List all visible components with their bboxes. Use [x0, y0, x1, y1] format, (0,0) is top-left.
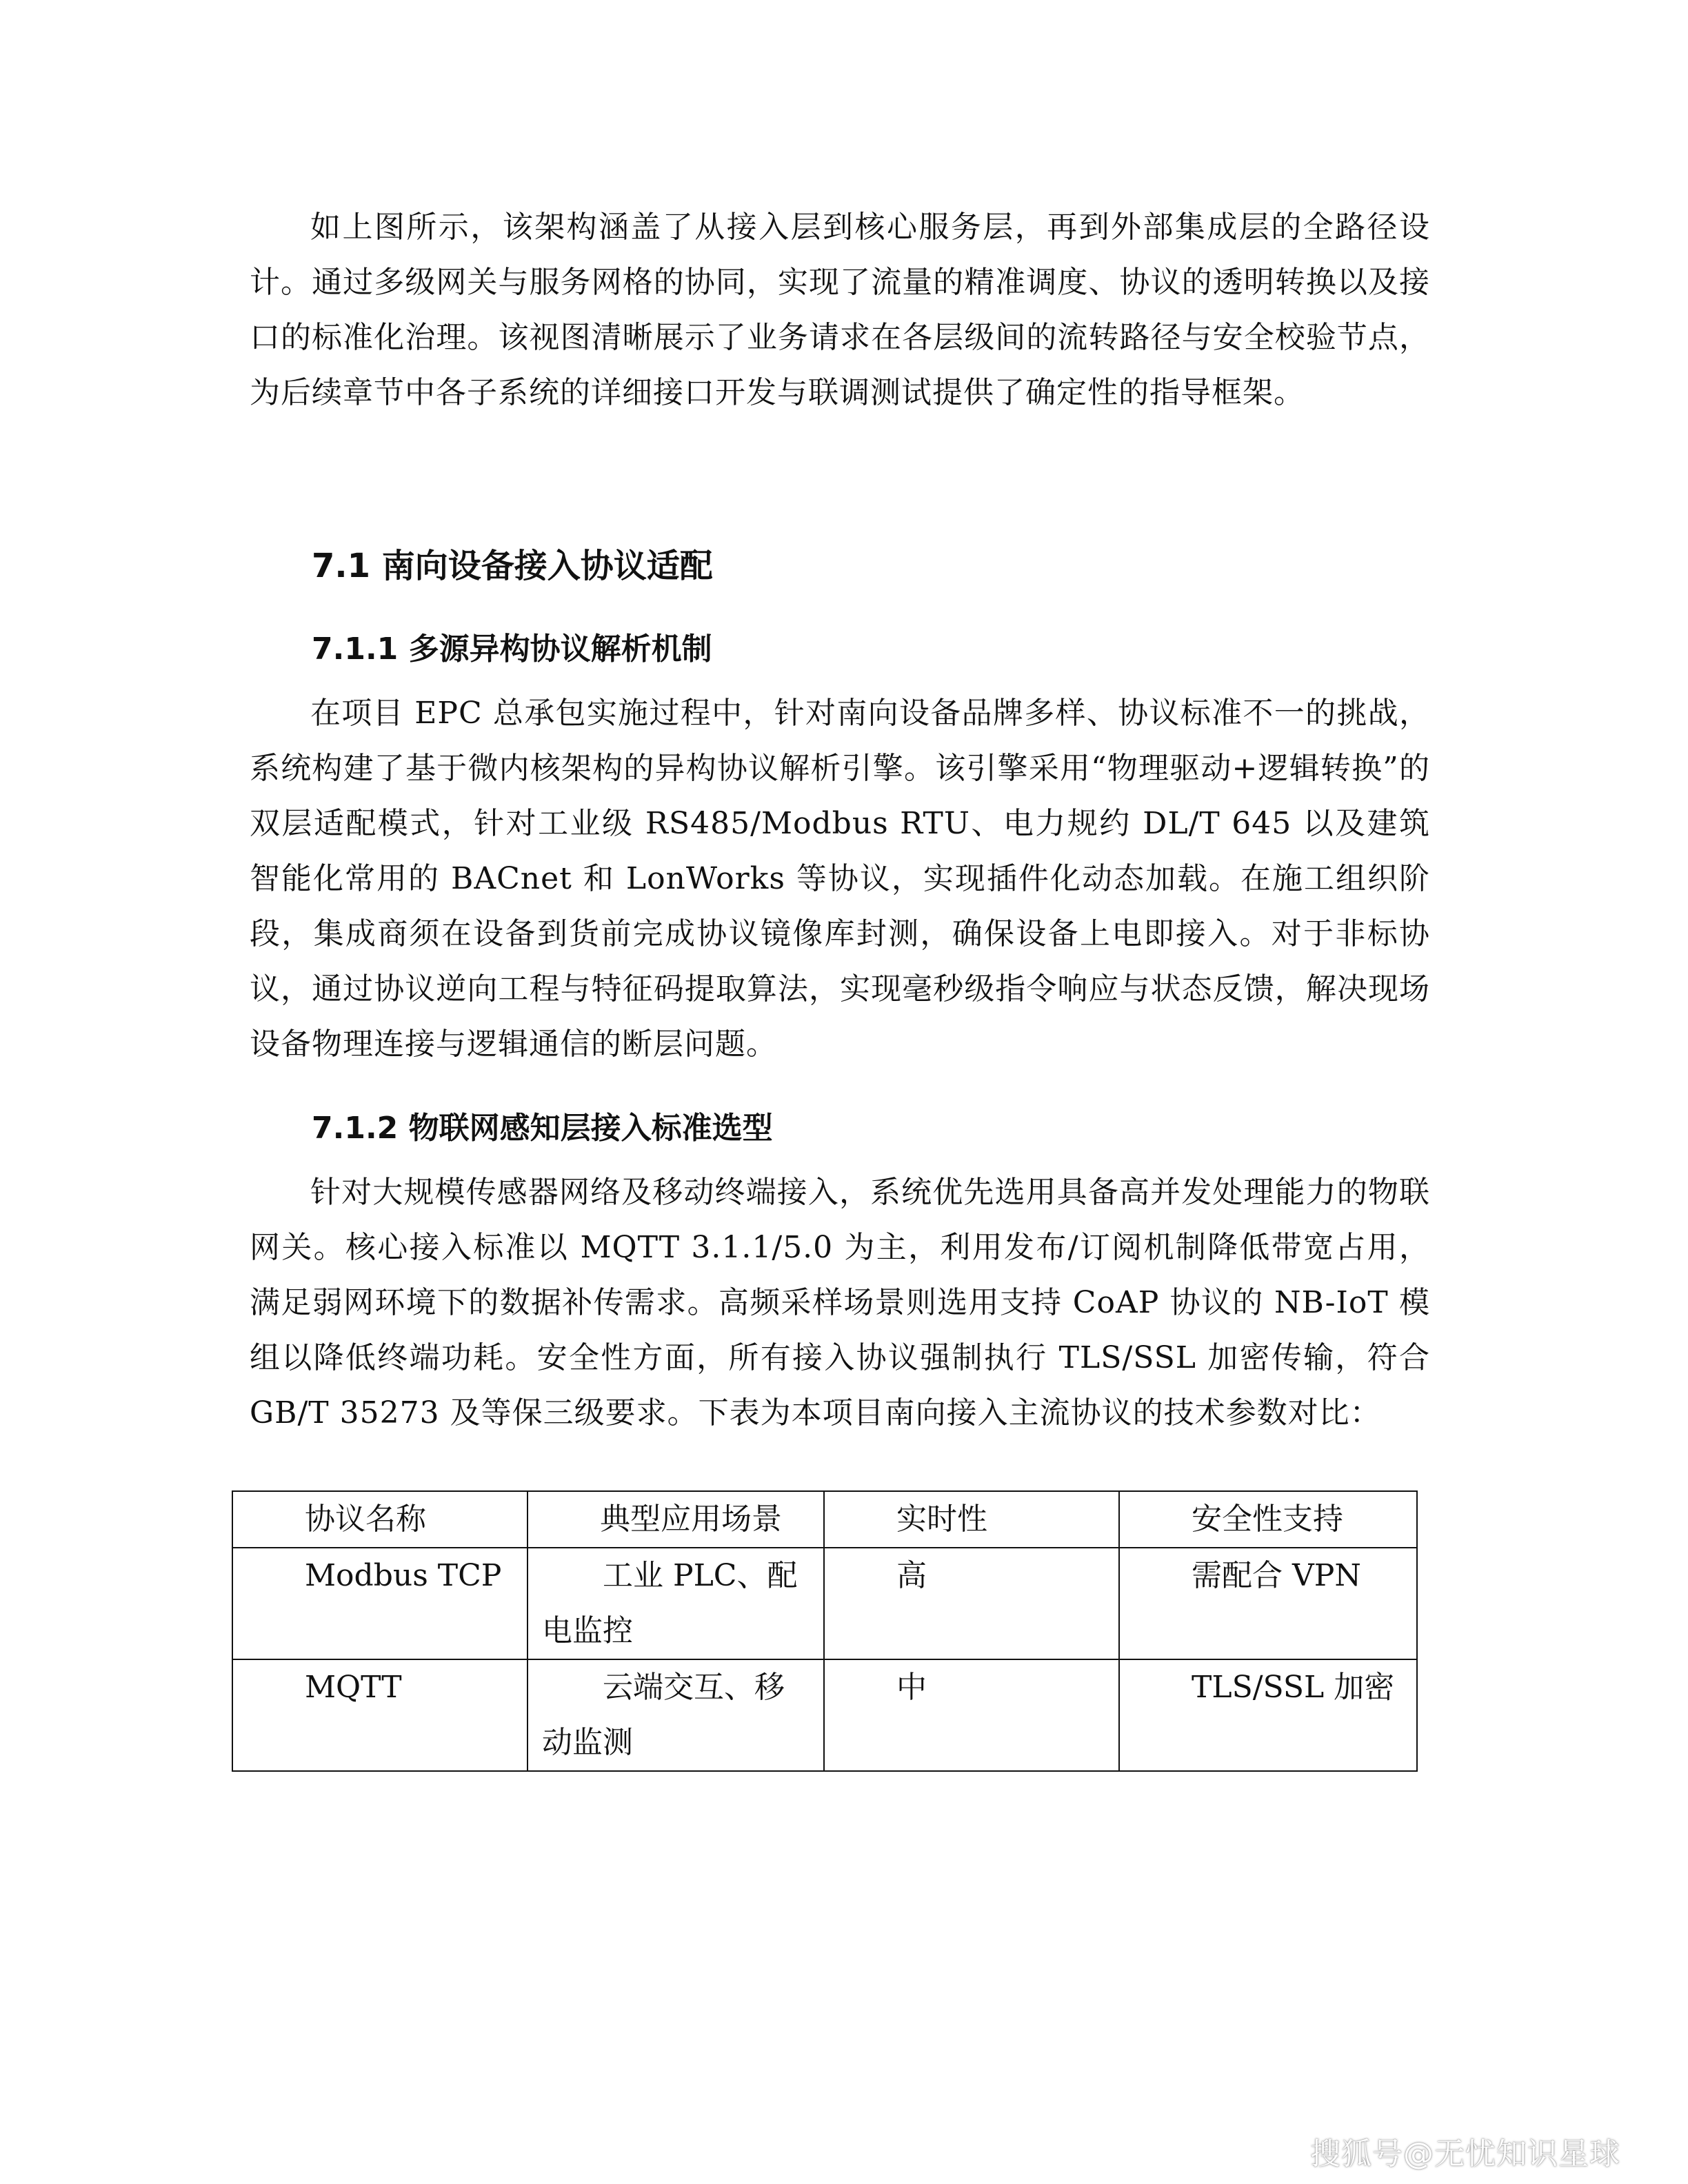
- header-protocol-name: 协议名称: [232, 1491, 528, 1548]
- table-cell: TLS/SSL 加密: [1119, 1659, 1417, 1771]
- section-7-1-1-paragraph: 在项目 EPC 总承包实施过程中，针对南向设备品牌多样、协议标准不一的挑战，系统构建了基于微内核架构的异构协议解析引擎。该引擎采用“物理驱动+逻辑转换”的双层适配模式，针对工业级 RS485/Modbus RTU、电力规约 DL/T 645 以及建筑智能化常用的 BACnet 和 LonWorks 等协议，实现插件化动态加载。在施工组织阶段，集成商须在设备到货前完成协议镜像库封测，确保设备上电即接入。对于非标协议，通过协议逆向工程与特征码提取算法，实现毫秒级指令响应与状态反馈，解决现场设备物理连接与逻辑通信的断层问题。: [250, 696, 1430, 1062]
- section-7-1-2-heading: 7.1.2 物联网感知层接入标准选型: [312, 1111, 773, 1146]
- table-cell: Modbus TCP: [232, 1548, 528, 1659]
- table-cell: 中: [824, 1659, 1119, 1771]
- table-row: [232, 1659, 1417, 1771]
- table-cell: 高: [824, 1548, 1119, 1659]
- section-7-1-2-paragraph: 针对大规模传感器网络及移动终端接入，系统优先选用具备高并发处理能力的物联网关。核心接入标准以 MQTT 3.1.1/5.0 为主，利用发布/订阅机制降低带宽占用，满足弱网环境下的数据补传需求。高频采样场景则选用支持 CoAP 协议的 NB-IoT 模组以降低终端功耗。安全性方面，所有接入协议强制执行 TLS/SSL 加密传输，符合 GB/T 35273 及等保三级要求。下表为本项目南向接入主流协议的技术参数对比：: [250, 1175, 1430, 1430]
- watermark: 搜狐号@无忧知识星球: [1310, 2136, 1620, 2172]
- header-typical-scenario: 典型应用场景: [528, 1491, 824, 1548]
- header-realtime: 实时性: [824, 1491, 1119, 1548]
- table-row: [232, 1548, 1417, 1659]
- section-7-1-heading: 7.1 南向设备接入协议适配: [312, 547, 713, 585]
- table-cell: MQTT: [232, 1659, 528, 1771]
- table-cell: 需配合 VPN: [1119, 1548, 1417, 1659]
- table-header-row: [232, 1491, 1417, 1548]
- section-7-1-1-heading: 7.1.1 多源异构协议解析机制: [312, 631, 712, 667]
- table-cell: 云端交互、移动监测: [528, 1659, 824, 1771]
- header-security: 安全性支持: [1119, 1491, 1417, 1548]
- protocol-comparison-table: [232, 1490, 1418, 1772]
- intro-paragraph: 如上图所示，该架构涵盖了从接入层到核心服务层，再到外部集成层的全路径设计。通过多级网关与服务网格的协同，实现了流量的精准调度、协议的透明转换以及接口的标准化治理。该视图清晰展示了业务请求在各层级间的流转路径与安全校验节点，为后续章节中各子系统的详细接口开发与联调测试提供了确定性的指导框架。: [250, 210, 1430, 410]
- table-cell: 工业 PLC、配电监控: [528, 1548, 824, 1659]
